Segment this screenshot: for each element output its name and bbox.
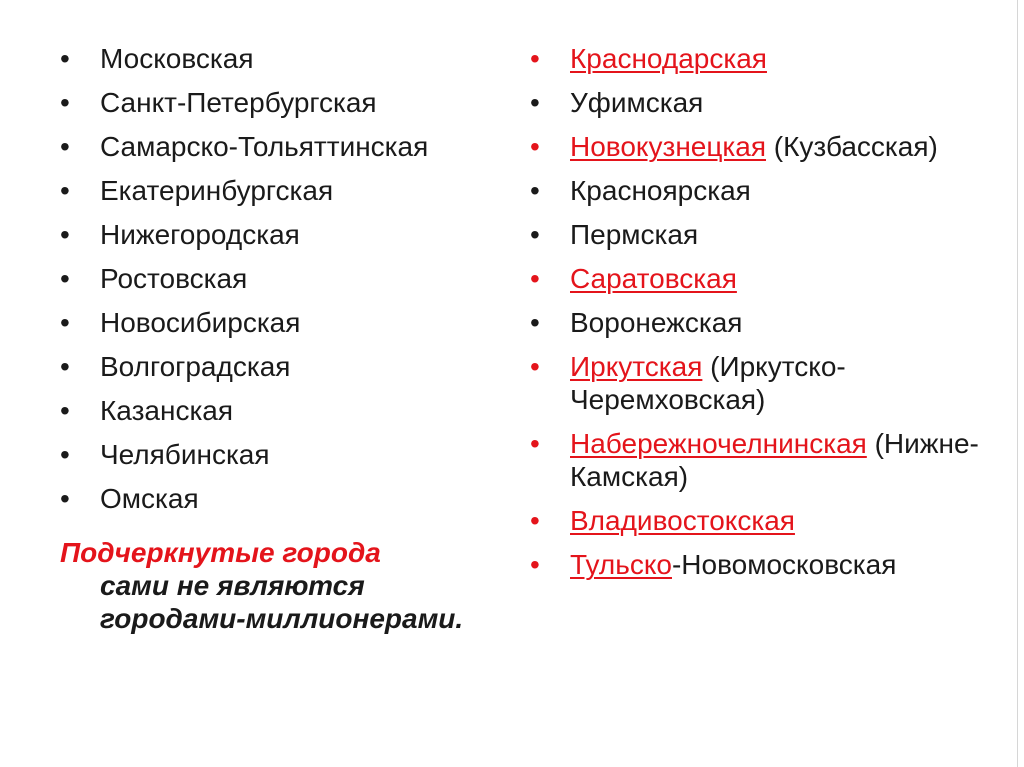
list-item [60, 306, 500, 339]
list-item [60, 438, 500, 471]
right-agglomeration-list [530, 42, 1000, 592]
plain-text: Воронежская [570, 307, 743, 338]
bullet-icon: • [60, 483, 70, 514]
item-text: Волгоградская [100, 351, 291, 382]
underlined-text: Тульско [570, 549, 672, 580]
bullet-icon: • [530, 428, 540, 459]
slide-edge-divider [1017, 0, 1018, 767]
underlined-text: Новокузнецкая [570, 131, 766, 162]
bullet-icon: • [530, 351, 540, 382]
list-item [60, 130, 500, 163]
list-item [530, 86, 1000, 119]
list-item [530, 42, 1000, 75]
item-text: Челябинская [100, 439, 270, 470]
item-text: Нижегородская [100, 219, 300, 250]
bullet-icon: • [60, 175, 70, 206]
list-item [530, 262, 1000, 295]
bullet-icon: • [530, 131, 540, 162]
underlined-text: Набережночелнинская [570, 428, 867, 459]
note-heading: Подчеркнутые города [60, 537, 381, 568]
item-text: Казанская [100, 395, 234, 426]
underlined-text: Иркутская [570, 351, 703, 382]
item-text: Омская [100, 483, 199, 514]
list-item [530, 174, 1000, 207]
item-text: Самарско-Тольяттинская [100, 131, 429, 162]
plain-text: Уфимская [570, 87, 704, 118]
bullet-icon: • [60, 219, 70, 250]
underline-note [60, 536, 480, 635]
item-text: Новосибирская [100, 307, 301, 338]
list-item [60, 262, 500, 295]
plain-text: Красноярская [570, 175, 751, 206]
list-item [60, 174, 500, 207]
note-body: сами не являются городами-миллионерами. [100, 570, 464, 634]
bullet-icon: • [60, 395, 70, 426]
item-text: Ростовская [100, 263, 248, 294]
plain-text: Пермская [570, 219, 699, 250]
left-agglomeration-list [60, 42, 500, 526]
bullet-icon: • [530, 175, 540, 206]
bullet-icon: • [60, 87, 70, 118]
plain-text: (Кузбасская) [766, 131, 938, 162]
list-item [60, 482, 500, 515]
bullet-icon: • [60, 351, 70, 382]
bullet-icon: • [530, 549, 540, 580]
underlined-text: Саратовская [570, 263, 737, 294]
list-item [530, 130, 1000, 163]
list-item [530, 306, 1000, 339]
underlined-text: Владивостокская [570, 505, 795, 536]
bullet-icon: • [530, 263, 540, 294]
plain-text: -Новомосковская [671, 549, 897, 580]
bullet-icon: • [530, 219, 540, 250]
list-item [60, 350, 500, 383]
bullet-icon: • [530, 307, 540, 338]
list-item [530, 548, 1000, 581]
bullet-icon: • [530, 43, 540, 74]
list-item [530, 350, 1000, 416]
bullet-icon: • [60, 131, 70, 162]
list-item [60, 86, 500, 119]
underlined-text: Краснодарская [570, 43, 767, 74]
bullet-icon: • [530, 505, 540, 536]
list-item [530, 218, 1000, 251]
item-text: Московская [100, 43, 254, 74]
item-text: Екатеринбургская [100, 175, 334, 206]
plain-text: (Иркутско-Черемховская) [570, 351, 846, 415]
list-item [60, 218, 500, 251]
bullet-icon: • [60, 307, 70, 338]
bullet-icon: • [60, 263, 70, 294]
list-item [60, 42, 500, 75]
bullet-icon: • [530, 87, 540, 118]
list-item [530, 504, 1000, 537]
item-text: Санкт-Петербургская [100, 87, 377, 118]
bullet-icon: • [60, 43, 70, 74]
list-item [60, 394, 500, 427]
plain-text: (Нижне-Камская) [570, 428, 979, 492]
list-item [530, 427, 1000, 493]
bullet-icon: • [60, 439, 70, 470]
